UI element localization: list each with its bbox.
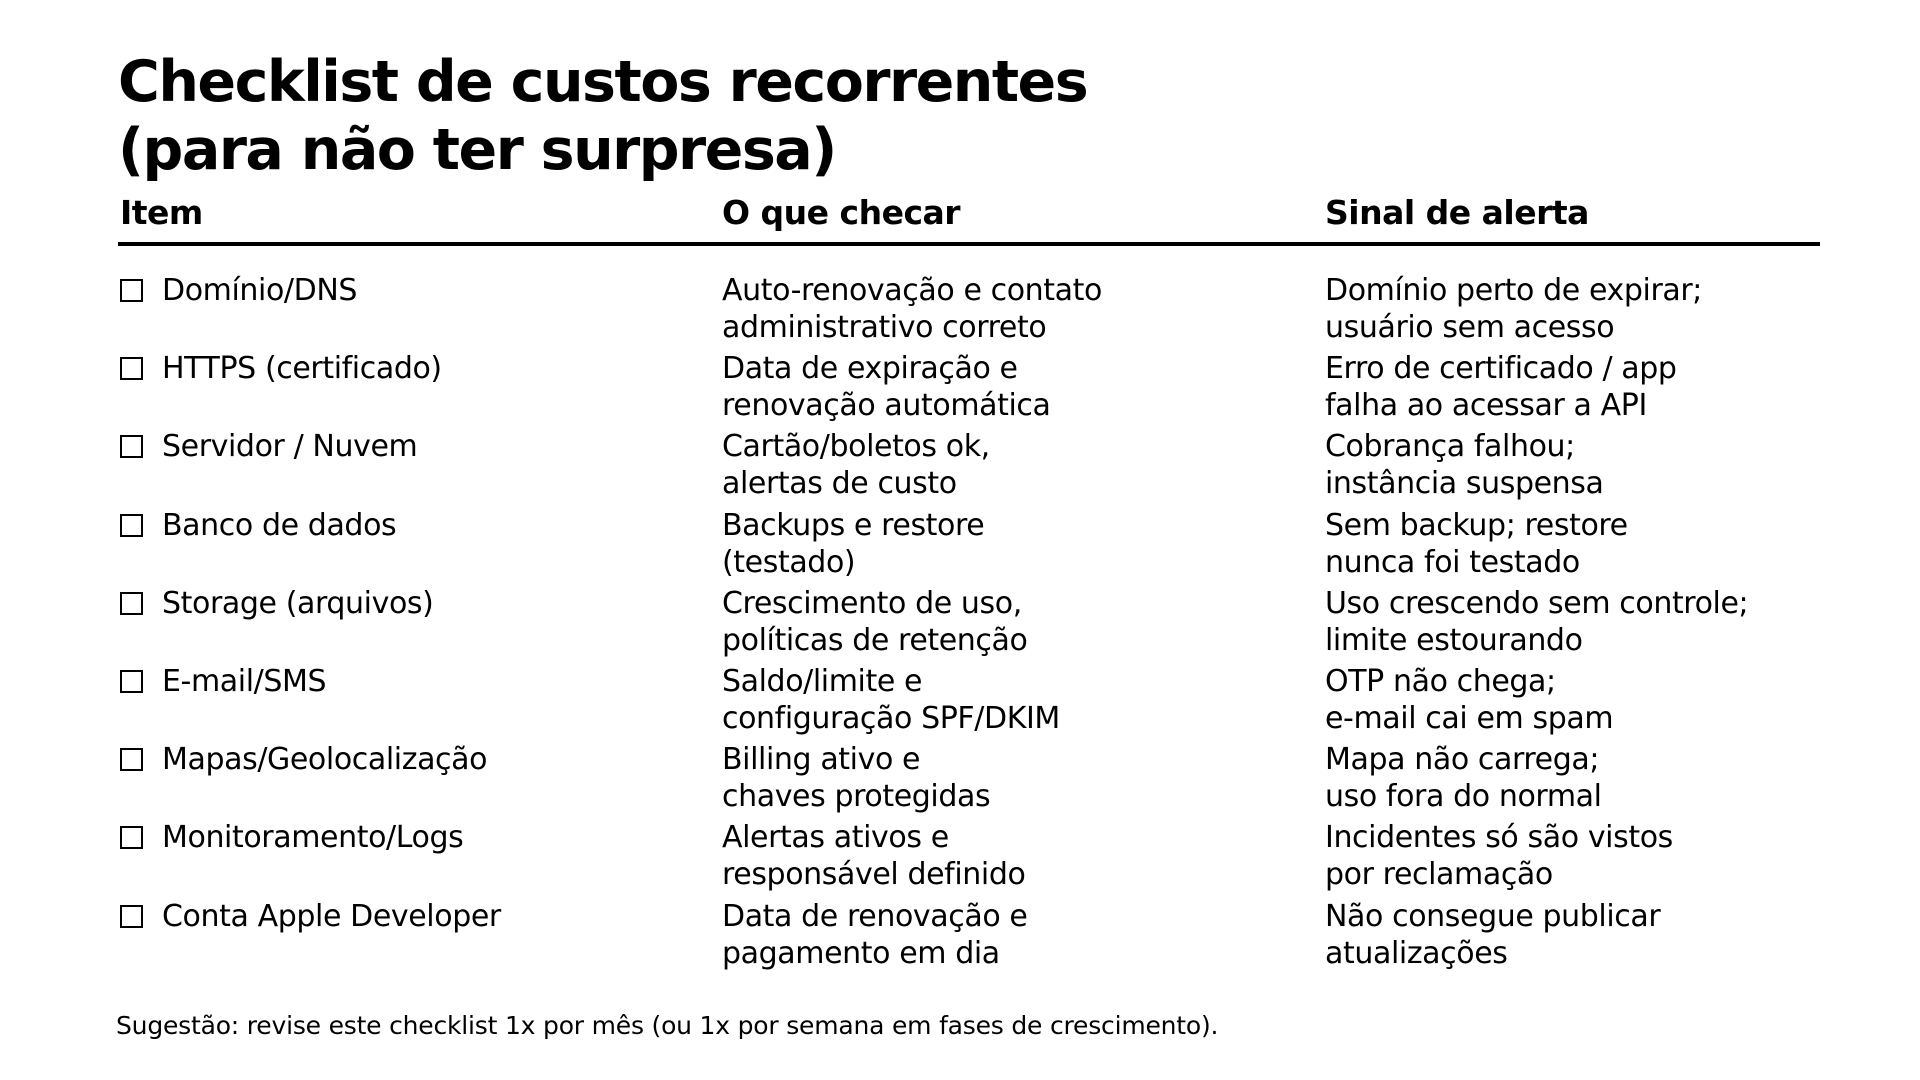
- checkbox-icon[interactable]: [120, 592, 143, 615]
- checkbox-icon[interactable]: [120, 670, 143, 693]
- check-line: (testado): [722, 544, 856, 580]
- header-divider: [118, 242, 1820, 246]
- alert-line: Cobrança falhou;: [1325, 429, 1575, 465]
- table-row: [0, 272, 1920, 350]
- check-line: Data de expiração e: [722, 351, 1018, 387]
- footer-note: Sugestão: revise este checklist 1x por mês (ou 1x por semana em fases de crescimento).: [116, 1011, 1219, 1040]
- checkbox-icon[interactable]: [120, 905, 143, 928]
- check-line: Data de renovação e: [722, 898, 1028, 934]
- check-line: Alertas ativos e: [722, 820, 949, 856]
- item-label: Mapas/Geolocalização: [162, 742, 488, 778]
- item-label: Storage (arquivos): [162, 585, 434, 621]
- column-header-item: Item: [120, 193, 203, 232]
- alert-cell: [1325, 819, 1673, 893]
- alert-cell: [1325, 585, 1748, 659]
- check-line: Crescimento de uso,: [722, 585, 1022, 621]
- item-cell: [120, 507, 396, 544]
- page-title-line1: Checklist de custos recorrentes: [118, 49, 1088, 115]
- alert-line: Mapa não carrega;: [1325, 742, 1600, 778]
- check-line: Saldo/limite e: [722, 663, 923, 699]
- item-cell: [120, 428, 417, 465]
- item-label: HTTPS (certificado): [162, 351, 442, 387]
- check-cell: [722, 507, 984, 581]
- check-line: configuração SPF/DKIM: [722, 700, 1060, 736]
- table-body: [0, 272, 1920, 976]
- check-line: Backups e restore: [722, 507, 985, 543]
- check-line: políticas de retenção: [722, 622, 1028, 658]
- check-line: Billing ativo e: [722, 742, 921, 778]
- check-cell: [722, 350, 1051, 424]
- table-row: [0, 741, 1920, 819]
- item-label: E-mail/SMS: [162, 663, 327, 699]
- check-line: responsável definido: [722, 857, 1026, 893]
- column-header-alert-signal: Sinal de alerta: [1325, 193, 1589, 232]
- alert-line: uso fora do normal: [1325, 779, 1602, 815]
- check-cell: [722, 819, 1025, 893]
- check-line: pagamento em dia: [722, 935, 1000, 971]
- page-title-line2: (para não ter surpresa): [118, 117, 836, 183]
- check-cell: [722, 272, 1102, 346]
- alert-cell: [1325, 428, 1604, 502]
- table-row: [0, 507, 1920, 585]
- table-header-row: [0, 193, 1920, 233]
- alert-line: atualizações: [1325, 935, 1508, 971]
- table-row: [0, 663, 1920, 741]
- item-cell: [120, 663, 326, 700]
- item-label: Domínio/DNS: [162, 273, 358, 308]
- check-cell: [722, 663, 1060, 737]
- table-row: [0, 898, 1920, 976]
- alert-line: Incidentes só são vistos: [1325, 820, 1673, 856]
- check-line: administrativo correto: [722, 310, 1047, 345]
- check-cell: [722, 898, 1027, 972]
- item-cell: [120, 272, 357, 309]
- page-title: [118, 48, 1087, 184]
- alert-line: instância suspensa: [1325, 466, 1604, 502]
- check-line: renovação automática: [722, 388, 1051, 424]
- item-label: Banco de dados: [162, 507, 397, 543]
- check-cell: [722, 585, 1027, 659]
- check-line: chaves protegidas: [722, 779, 991, 815]
- checkbox-icon[interactable]: [120, 748, 143, 771]
- checkbox-icon[interactable]: [120, 357, 143, 380]
- item-label: Monitoramento/Logs: [162, 820, 464, 856]
- alert-line: e-mail cai em spam: [1325, 700, 1614, 736]
- check-line: Cartão/boletos ok,: [722, 429, 990, 465]
- alert-line: Uso crescendo sem controle;: [1325, 585, 1749, 621]
- item-cell: [120, 585, 433, 622]
- check-cell: [722, 741, 990, 815]
- alert-line: usuário sem acesso: [1325, 310, 1615, 345]
- alert-cell: [1325, 272, 1702, 346]
- item-label: Conta Apple Developer: [162, 898, 501, 934]
- item-cell: [120, 819, 463, 856]
- alert-line: Não consegue publicar: [1325, 898, 1661, 934]
- alert-line: Sem backup; restore: [1325, 507, 1628, 543]
- table-row: [0, 428, 1920, 506]
- alert-line: Domínio perto de expirar;: [1325, 273, 1702, 308]
- alert-line: nunca foi testado: [1325, 544, 1580, 580]
- table-row: [0, 819, 1920, 897]
- checkbox-icon[interactable]: [120, 514, 143, 537]
- alert-cell: [1325, 507, 1628, 581]
- checkbox-icon[interactable]: [120, 826, 143, 849]
- check-line: alertas de custo: [722, 466, 957, 502]
- item-cell: [120, 350, 442, 387]
- item-label: Servidor / Nuvem: [162, 429, 418, 465]
- checkbox-icon[interactable]: [120, 435, 143, 458]
- table-row: [0, 350, 1920, 428]
- item-cell: [120, 741, 487, 778]
- alert-line: OTP não chega;: [1325, 663, 1556, 699]
- item-cell: [120, 898, 501, 935]
- check-line: Auto-renovação e contato: [722, 273, 1102, 308]
- alert-cell: [1325, 350, 1677, 424]
- check-cell: [722, 428, 990, 502]
- alert-cell: [1325, 663, 1613, 737]
- alert-line: Erro de certificado / app: [1325, 351, 1677, 387]
- alert-cell: [1325, 898, 1660, 972]
- alert-line: por reclamação: [1325, 857, 1553, 893]
- alert-line: limite estourando: [1325, 622, 1583, 658]
- alert-line: falha ao acessar a API: [1325, 388, 1647, 424]
- column-header-what-to-check: O que checar: [722, 193, 961, 232]
- table-row: [0, 585, 1920, 663]
- alert-cell: [1325, 741, 1602, 815]
- checkbox-icon[interactable]: [120, 279, 143, 302]
